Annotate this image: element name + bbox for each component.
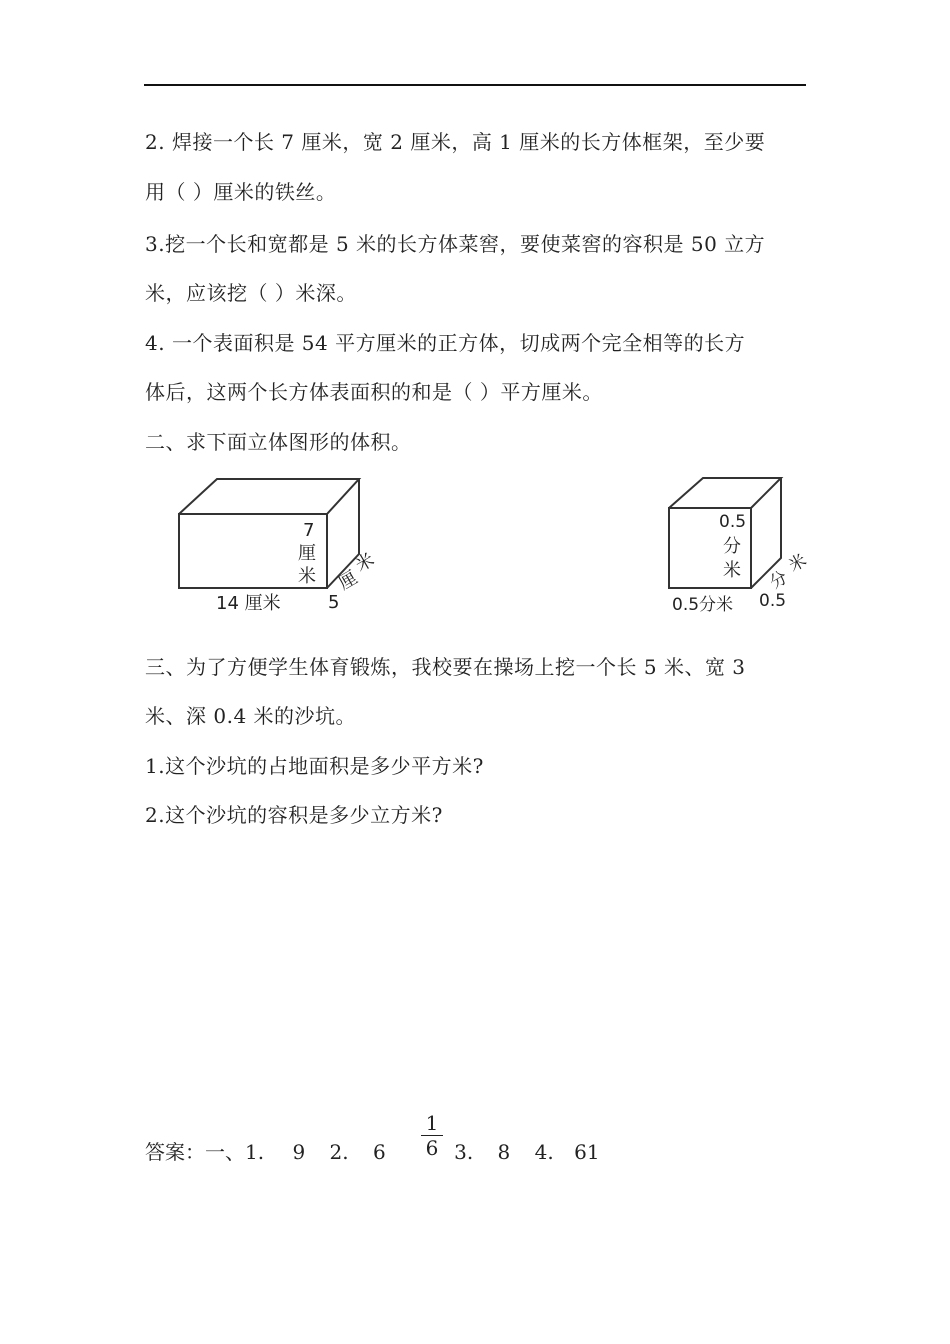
question-4-line-2: 体后，这两个长方体表面积的和是（ ）平方厘米。	[145, 380, 603, 404]
question-4-line-1: 4. 一个表面积是 54 平方厘米的正方体，切成两个完全相等的长方	[145, 331, 746, 355]
cuboid-length-label: 14 厘米	[216, 593, 281, 614]
fraction-denominator: 6	[425, 1136, 439, 1160]
section-2-title: 二、求下面立体图形的体积。	[145, 430, 412, 454]
cuboid-top-face	[179, 479, 359, 514]
cuboid-height-unit-1: 厘	[298, 543, 316, 564]
answer-1: 9	[292, 1140, 306, 1164]
answer-prefix: 答案：一、1.	[145, 1140, 265, 1164]
cuboid-height-value: 7	[303, 520, 315, 541]
cube-top-face	[669, 478, 781, 508]
answer-4: 61	[574, 1140, 600, 1164]
answer-2-fraction	[421, 1112, 443, 1159]
fraction-numerator: 1	[425, 1111, 439, 1135]
cube-height-unit-1: 分	[723, 536, 741, 557]
top-divider	[144, 84, 806, 86]
cube-figure	[660, 472, 820, 622]
answer-label-2: 2.	[329, 1140, 349, 1164]
cuboid-height-unit-2: 米	[298, 566, 316, 587]
answer-label-3: 3.	[454, 1140, 474, 1164]
question-2-line-2: 用（ ）厘米的铁丝。	[145, 180, 337, 204]
section-3-question-1: 1.这个沙坑的占地面积是多少平方米?	[145, 754, 484, 778]
question-2-line-1: 2. 焊接一个长 7 厘米，宽 2 厘米，高 1 厘米的长方体框架，至少要	[145, 130, 766, 154]
answer-2-whole: 6	[373, 1140, 386, 1164]
cube-length-label: 0.5分米	[672, 595, 734, 615]
section-3-line-2: 米、深 0.4 米的沙坑。	[145, 704, 357, 728]
cube-height-unit-2: 米	[723, 560, 741, 581]
question-3-line-2: 米，应该挖（ ）米深。	[145, 281, 357, 305]
cube-depth-unit-1: 分	[766, 567, 792, 594]
cuboid-depth-value: 5	[328, 592, 340, 613]
cube-depth-value: 0.5	[759, 591, 787, 611]
section-3-question-2: 2.这个沙坑的容积是多少立方米?	[145, 803, 443, 827]
cuboid-depth-unit-2: 米	[352, 549, 379, 577]
cube-drawing	[660, 472, 820, 622]
cube-height-value: 0.5	[719, 512, 747, 532]
cuboid-depth-unit-1: 厘	[335, 567, 362, 595]
section-3-line-1: 三、为了方便学生体育锻炼，我校要在操场上挖一个长 5 米、宽 3	[145, 655, 746, 679]
answer-3: 8	[497, 1140, 511, 1164]
answer-label-4: 4.	[534, 1140, 554, 1164]
answer-line	[145, 1140, 600, 1164]
cuboid-drawing	[170, 472, 400, 622]
question-3-line-1: 3.挖一个长和宽都是 5 米的长方体菜窖，要使菜窖的容积是 50 立方	[145, 232, 766, 256]
cube-depth-unit-2: 米	[785, 550, 811, 577]
cuboid-figure	[170, 472, 400, 622]
